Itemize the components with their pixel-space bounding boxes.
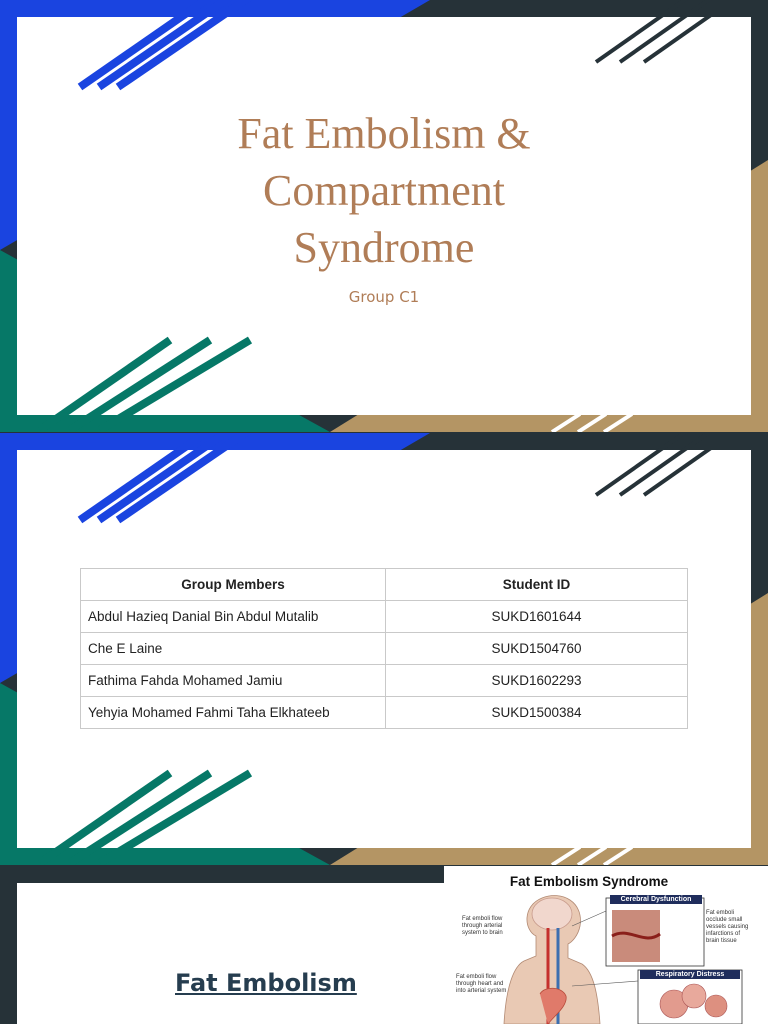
- member-name: Fathima Fahda Mohamed Jamiu: [81, 665, 386, 697]
- respiratory-distress-header: Respiratory Distress: [640, 970, 740, 979]
- table-row: [81, 665, 688, 697]
- column-header-student-id: Student ID: [386, 569, 688, 601]
- slide-subtitle: Group C1: [348, 288, 420, 306]
- member-name: Yehyia Mohamed Fahmi Taha Elkhateeb: [81, 697, 386, 729]
- table-row: [81, 633, 688, 665]
- anatomy-illustration: [444, 866, 768, 1024]
- table-row: [81, 601, 688, 633]
- fat-embolism-slide: [0, 866, 768, 1024]
- label-flow-brain: Fat emboli flow through arterial system to brain: [462, 916, 503, 936]
- group-members-table: [80, 568, 688, 729]
- student-id: SUKD1602293: [386, 665, 688, 697]
- table-header-row: [81, 569, 688, 601]
- student-id: SUKD1601644: [386, 601, 688, 633]
- slide-title: Fat Embolism & Compartment Syndrome: [237, 109, 531, 272]
- fat-embolism-diagram: [444, 866, 768, 1024]
- slide-card: [17, 450, 751, 848]
- student-id: SUKD1504760: [386, 633, 688, 665]
- cerebral-dysfunction-header: Cerebral Dysfunction: [610, 895, 702, 904]
- diagram-title: Fat Embolism Syndrome: [509, 874, 669, 889]
- student-id: SUKD1500384: [386, 697, 688, 729]
- label-flow-heart: Fat emboli flow through heart and into arterial system: [456, 974, 507, 994]
- member-name: Che E Laine: [81, 633, 386, 665]
- section-heading: Fat Embolism: [175, 969, 357, 997]
- members-slide: [0, 433, 768, 865]
- column-header-members: Group Members: [81, 569, 386, 601]
- label-occlude: Fat emboli occlude small vessels causing infarctions of brain tissue: [706, 910, 749, 944]
- member-name: Abdul Hazieq Danial Bin Abdul Mutalib: [81, 601, 386, 633]
- title-slide: [0, 0, 768, 432]
- slide-card: [17, 17, 751, 415]
- table-row: [81, 697, 688, 729]
